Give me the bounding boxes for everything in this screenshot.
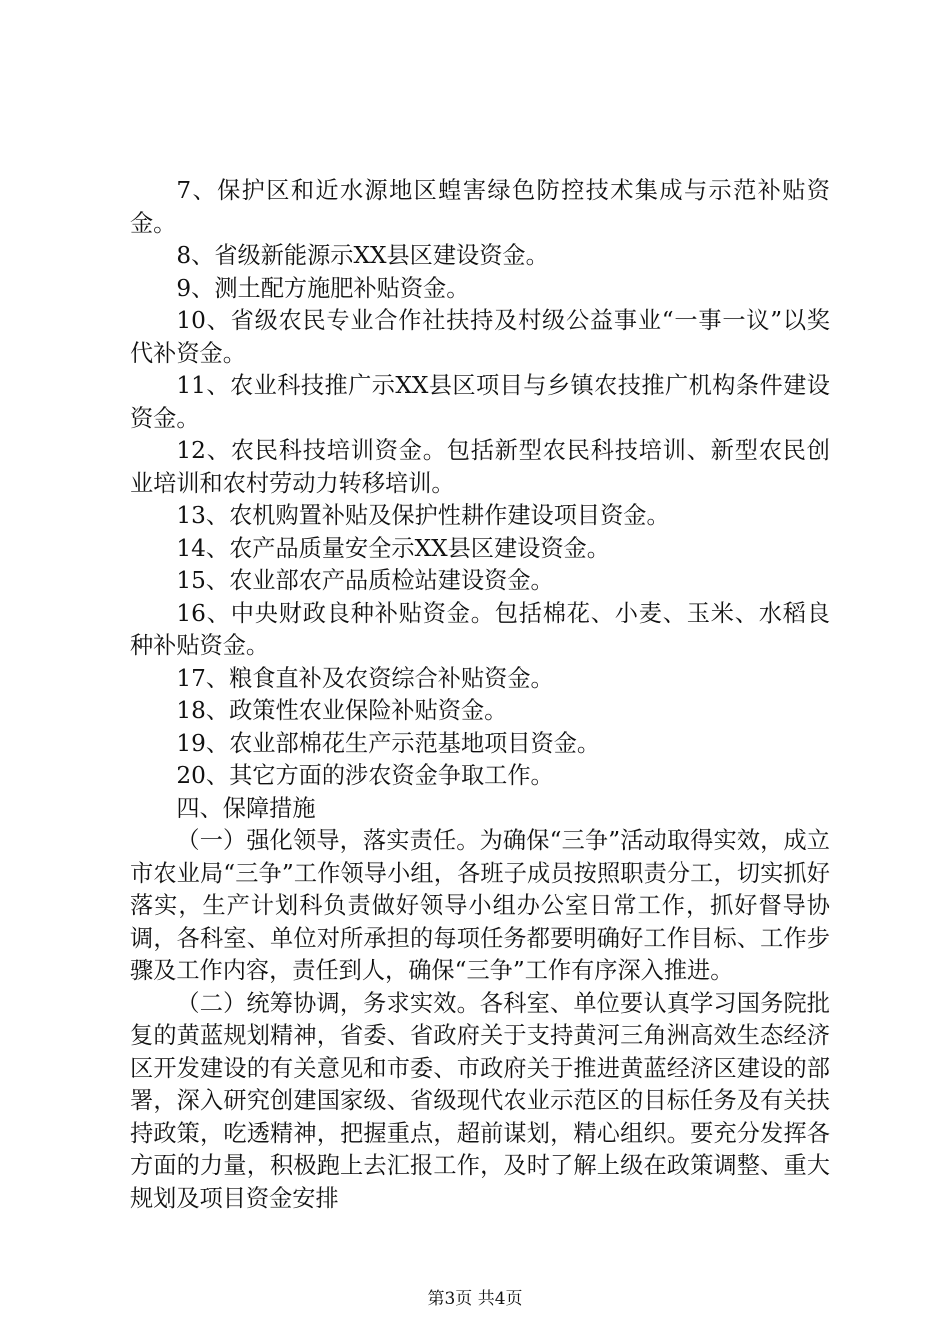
section-heading-safeguards: 四、保障措施 <box>176 794 316 822</box>
paragraph-item-16: 16、中央财政良种补贴资金。包括棉花、小麦、玉米、水稻良种补贴资金。 <box>130 599 830 659</box>
paragraph-item-19: 19、农业部棉花生产示范基地项目资金。 <box>176 729 601 757</box>
page-number-label: 第3页 共4页 <box>427 1289 523 1309</box>
paragraph-item-11: 11、农业科技推广示XX县区项目与乡镇农技推广机构条件建设资金。 <box>130 372 830 432</box>
paragraph-item-13: 13、农机购置补贴及保护性耕作建设项目资金。 <box>176 502 670 529</box>
paragraph-measure-1: （一）强化领导，落实责任。为确保“三争”活动取得实效，成立市农业局“三争”工作领导小组，各班子成员按照职责分工，切实抓好落实，生产计划科负责做好领导小组办公室日常工作，抓好督导协调，各科室、单位对所承担的每项任务都要明确好工作目标、工作步骤及工作内容，责任到人，确保“三争”工作有序深入推进。 <box>130 827 830 984</box>
paragraph-item-12: 12、农民科技培训资金。包括新型农民科技培训、新型农民创业培训和农村劳动力转移培训。 <box>130 437 830 497</box>
paragraph-item-7: 7、保护区和近水源地区蝗害绿色防控技术集成与示范补贴资金。 <box>130 177 830 237</box>
paragraph-item-10: 10、省级农民专业合作社扶持及村级公益事业“一事一议”以奖代补资金。 <box>130 307 830 367</box>
paragraph-item-20: 20、其它方面的涉农资金争取工作。 <box>176 762 554 789</box>
paragraph-measure-2: （二）统筹协调，务求实效。各科室、单位要认真学习国务院批复的黄蓝规划精神，省委、省政府关于支持黄河三角洲高效生态经济区开发建设的有关意见和市委、市政府关于推进黄蓝经济区建设的部署，深入研究创建国家级、省级现代农业示范区的目标任务及有关扶持政策，吃透精神，把握重点，超前谋划，精心组织。要充分发挥各方面的力量，积极跑上去汇报工作，及时了解上级在政策调整、重大规划及项目资金安排 <box>130 989 830 1212</box>
document-body <box>130 175 830 1215</box>
paragraph-item-17: 17、粮食直补及农资综合补贴资金。 <box>176 664 554 692</box>
page-footer <box>0 1284 950 1309</box>
paragraph-item-14: 14、农产品质量安全示XX县区建设资金。 <box>176 534 610 562</box>
paragraph-item-18: 18、政策性农业保险补贴资金。 <box>176 697 508 724</box>
paragraph-item-9: 9、测土配方施肥补贴资金。 <box>176 274 470 302</box>
paragraph-item-15: 15、农业部农产品质检站建设资金。 <box>176 567 554 594</box>
paragraph-item-8: 8、省级新能源示XX县区建设资金。 <box>176 242 549 269</box>
